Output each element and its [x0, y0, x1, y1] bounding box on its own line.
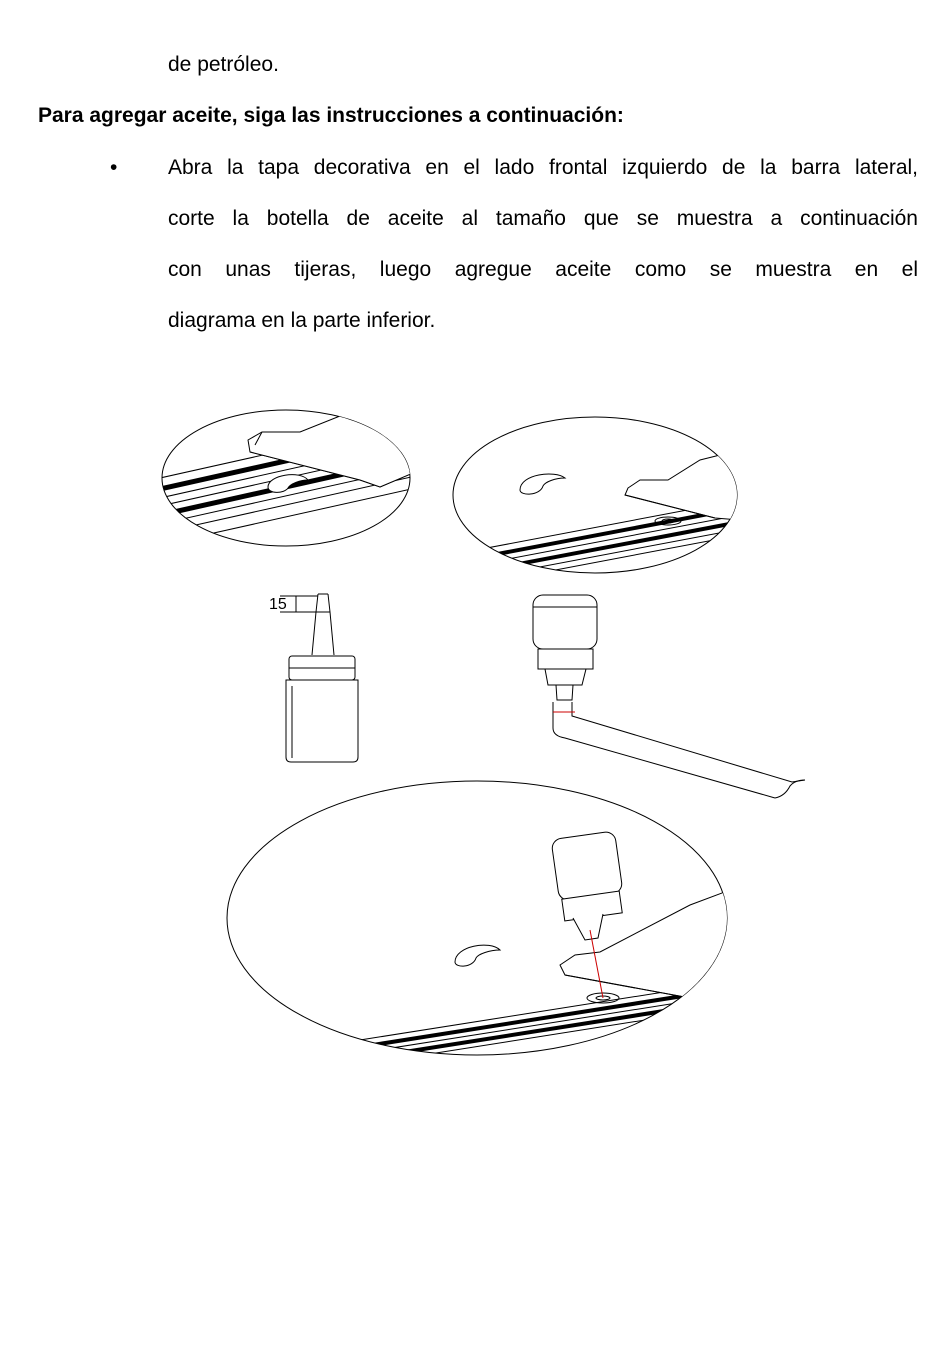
oil-bottle-nozzle — [551, 831, 623, 940]
detail-circle-adding-oil — [227, 781, 740, 1065]
instruction-line-3: con unas tijeras, luego agregue aceite como se muestra en el — [168, 258, 918, 281]
oil-bottle — [269, 594, 358, 762]
instruction-paragraph — [168, 155, 918, 346]
detail-circle-cover-open — [450, 417, 740, 590]
detail-circle-cover-closed — [160, 410, 420, 546]
instruction-line-2: corte la botella de aceite al tamaño que se muestra a continuación — [168, 207, 918, 230]
continuation-text: de petróleo. — [168, 53, 279, 76]
oil-bottle-with-tube — [533, 595, 805, 798]
removed-cap — [520, 474, 565, 494]
instruction-line-4: diagrama en la parte inferior. — [168, 309, 436, 332]
bullet-icon: • — [110, 156, 118, 179]
oil-instruction-diagram — [0, 380, 950, 1080]
instruction-line-1: Abra la tapa decorativa en el lado frontal izquierdo de la barra lateral, — [168, 156, 918, 179]
cut-dimension-label: 15 — [269, 596, 287, 613]
removed-cap — [455, 945, 500, 966]
section-heading: Para agregar aceite, siga las instrucciones a continuación: — [38, 104, 624, 127]
